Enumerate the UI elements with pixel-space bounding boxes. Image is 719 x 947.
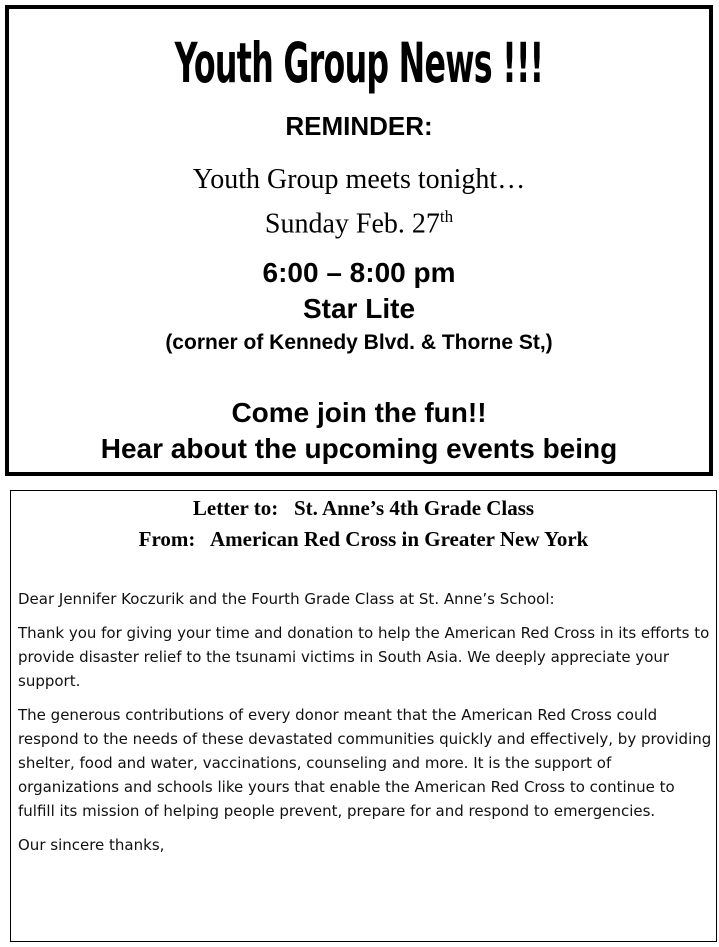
meeting-date-text: Sunday Feb. 27 xyxy=(264,208,440,240)
call-to-action-1: Come join the fun!! xyxy=(231,397,487,428)
meeting-date xyxy=(9,207,709,240)
meeting-address: (corner of Kennedy Blvd. & Thorne St,) xyxy=(165,331,553,354)
meeting-place: Star Lite xyxy=(302,293,416,324)
letter-closing: Our sincere thanks, xyxy=(18,836,165,854)
letter-from-line: From: American Red Cross in Greater New York xyxy=(138,527,589,551)
call-to-action-2: Hear about the upcoming events being xyxy=(100,433,618,464)
youth-group-flyer xyxy=(5,5,713,476)
letter-paragraph-2: The generous contributions of every donor meant that the American Red Cross could respond to the needs of these devastated communities quickly and effectively, by providing shelter, food and water, vaccinations, counseling and more. It is the support of organizations and schools like yours that enable the American Red Cross to continue to fulfill its mission of helping people prevent, prepare for and respond to emergencies. xyxy=(18,706,712,820)
letter-body xyxy=(18,587,712,857)
thank-you-letter xyxy=(10,490,717,942)
letter-salutation: Dear Jennifer Koczurik and the Fourth Grade Class at St. Anne’s School: xyxy=(18,590,555,608)
letter-to-line: Letter to: St. Anne’s 4th Grade Class xyxy=(192,496,535,520)
letter-paragraph-1: Thank you for giving your time and donation to help the American Red Cross in its efforts to provide disaster relief to the tsunami victims in South Asia. We deeply appreciate your support. xyxy=(18,624,710,690)
flyer-title: Youth Group News !!! xyxy=(174,32,544,96)
meeting-time: 6:00 – 8:00 pm xyxy=(262,257,456,288)
date-ordinal-suffix: th xyxy=(439,207,454,226)
reminder-heading: REMINDER: xyxy=(285,111,433,141)
meeting-notice: Youth Group meets tonight… xyxy=(192,164,526,195)
